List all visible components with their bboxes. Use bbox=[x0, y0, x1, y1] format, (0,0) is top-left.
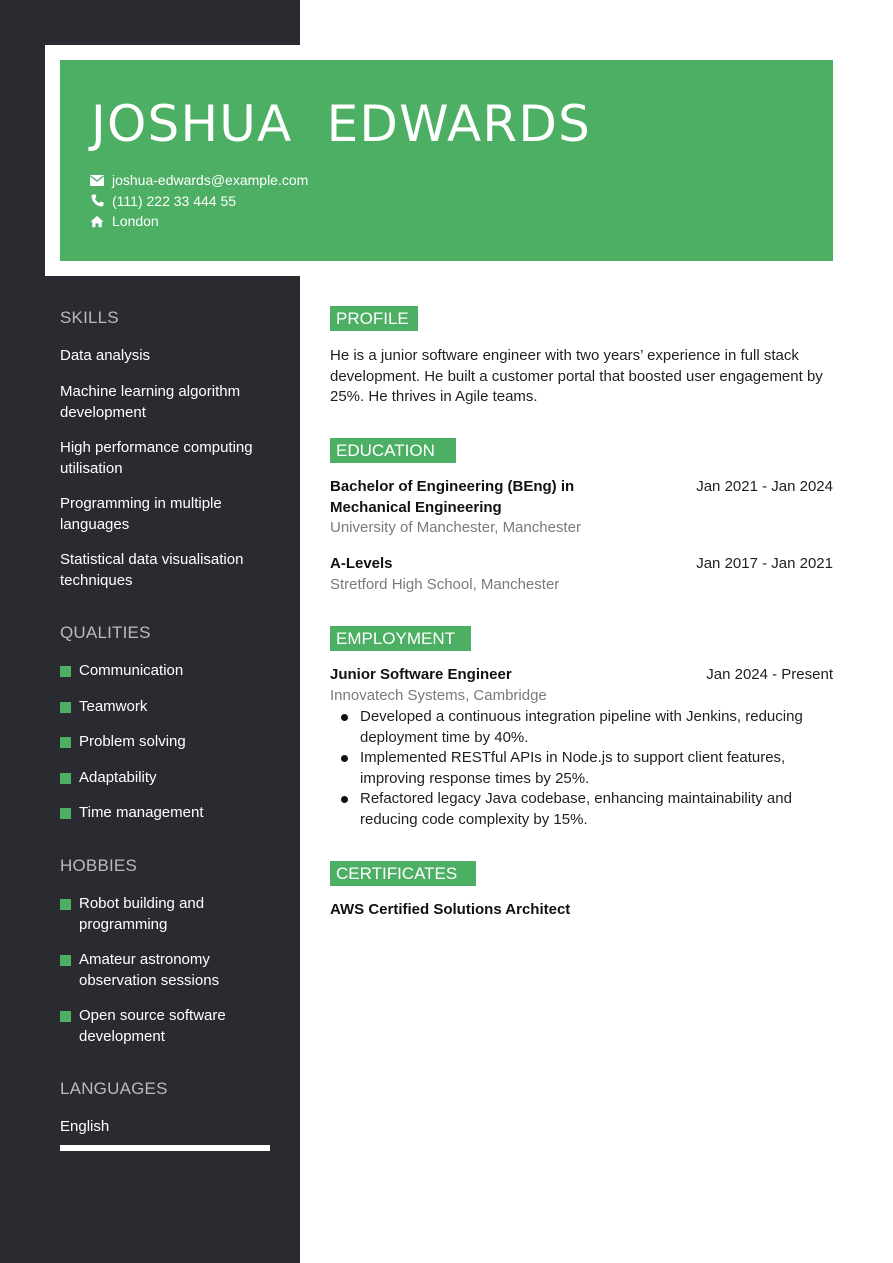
education-institution: Stretford High School, Manchester bbox=[330, 576, 560, 593]
phone-icon bbox=[90, 194, 104, 208]
contact-phone bbox=[90, 191, 308, 212]
quality-item: Adaptability bbox=[60, 768, 282, 789]
education-heading: EDUCATION bbox=[330, 438, 456, 463]
hobby-item: Amateur astronomy observation sessions bbox=[60, 950, 282, 991]
job-duty: Developed a continuous integration pipeline with Jenkins, reducing deployment time by 40%. bbox=[330, 707, 833, 748]
skills-heading: SKILLS bbox=[60, 308, 119, 327]
contact-location bbox=[90, 211, 308, 232]
green-square-bullet bbox=[60, 702, 71, 713]
green-square-bullet bbox=[60, 773, 71, 784]
green-square-bullet bbox=[60, 737, 71, 748]
certificates-heading: CERTIFICATES bbox=[330, 861, 476, 886]
job-duty: Refactored legacy Java codebase, enhancing maintainability and reducing code complexity by 15%. bbox=[330, 789, 833, 830]
hobby-item: Robot building and programming bbox=[60, 894, 282, 935]
skill-item: Statistical data visualisation techniques bbox=[60, 551, 244, 589]
education-title: A-Levels bbox=[330, 555, 393, 572]
bullet-dot bbox=[341, 714, 348, 721]
skill-item: Programming in multiple languages bbox=[60, 495, 222, 533]
skill-item: Data analysis bbox=[60, 347, 151, 364]
skill-item: High performance computing utilisation bbox=[60, 439, 253, 477]
education-dates: Jan 2017 - Jan 2021 bbox=[696, 555, 833, 572]
hobby-item: Open source software development bbox=[60, 1006, 282, 1047]
language-proficiency-fill bbox=[60, 1145, 270, 1151]
certificate-item: AWS Certified Solutions Architect bbox=[330, 901, 571, 918]
language-name: English bbox=[60, 1118, 110, 1135]
green-square-bullet bbox=[60, 666, 71, 677]
bullet-dot bbox=[341, 796, 348, 803]
job-dates: Jan 2024 - Present bbox=[706, 666, 833, 683]
phone-text[interactable]: (111) 222 33 444 55 bbox=[112, 192, 237, 209]
job-duty: Implemented RESTful APIs in Node.js to support client features, improving response times by 25%. bbox=[330, 748, 833, 789]
job-title: Junior Software Engineer bbox=[330, 666, 512, 683]
job-company: Innovatech Systems, Cambridge bbox=[330, 687, 547, 704]
location-text: London bbox=[112, 213, 159, 230]
green-square-bullet bbox=[60, 1011, 71, 1022]
hobbies-heading: HOBBIES bbox=[60, 856, 137, 875]
candidate-name: JOSHUA EDWARDS bbox=[91, 95, 592, 153]
languages-heading: LANGUAGES bbox=[60, 1079, 168, 1098]
education-institution: University of Manchester, Manchester bbox=[330, 519, 581, 536]
qualities-heading: QUALITIES bbox=[60, 623, 151, 642]
employment-heading: EMPLOYMENT bbox=[330, 626, 471, 651]
quality-item: Communication bbox=[60, 661, 282, 682]
profile-text: He is a junior software engineer with two years’ experience in full stack development. He built a customer portal that boosted user engagement by 25%. He thrives in Agile teams. bbox=[330, 347, 823, 405]
skill-item: Machine learning algorithm development bbox=[60, 383, 241, 421]
email-text[interactable]: joshua-edwards@example.com bbox=[112, 172, 309, 189]
job-duties-list bbox=[330, 707, 833, 830]
profile-heading: PROFILE bbox=[330, 306, 418, 331]
education-dates: Jan 2021 - Jan 2024 bbox=[696, 478, 833, 495]
green-square-bullet bbox=[60, 899, 71, 910]
header-card bbox=[60, 60, 833, 261]
quality-item: Teamwork bbox=[60, 697, 282, 718]
green-square-bullet bbox=[60, 955, 71, 966]
education-title: Bachelor of Engineering (BEng) in Mechanical Engineering bbox=[330, 478, 575, 516]
bullet-dot bbox=[341, 755, 348, 762]
envelope-icon bbox=[90, 173, 104, 187]
contact-email bbox=[90, 170, 308, 191]
quality-item: Time management bbox=[60, 803, 282, 824]
home-icon bbox=[90, 214, 104, 228]
language-proficiency-bar bbox=[60, 1145, 270, 1151]
quality-item: Problem solving bbox=[60, 732, 282, 753]
green-square-bullet bbox=[60, 808, 71, 819]
contact-list bbox=[90, 170, 308, 232]
